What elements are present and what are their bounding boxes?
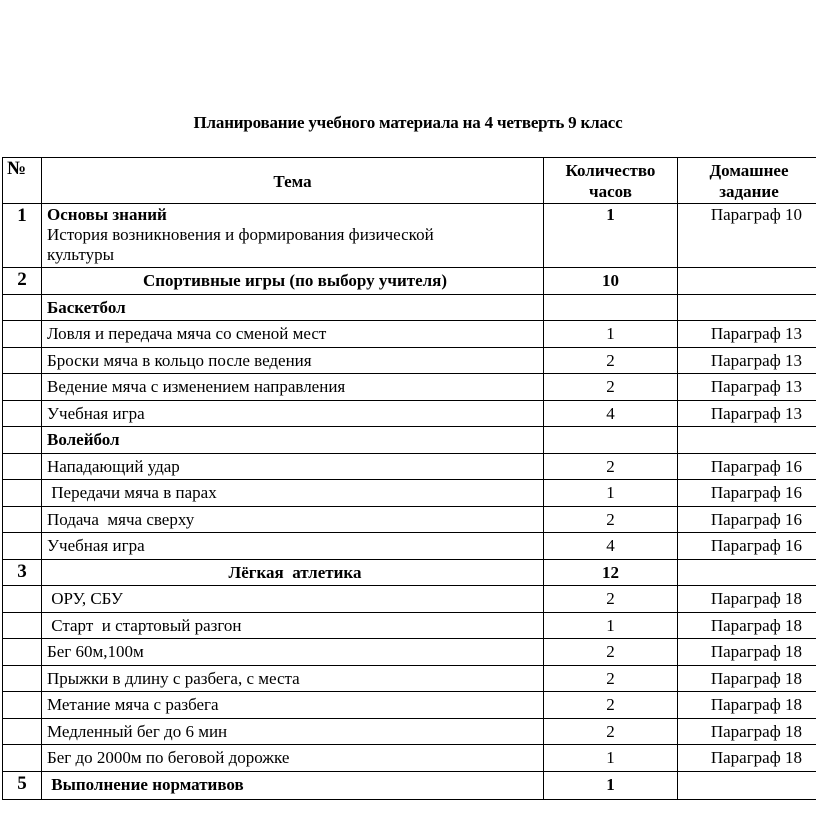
row-num — [3, 719, 42, 745]
row-qty: 2 — [544, 507, 678, 533]
row-num — [3, 374, 42, 401]
row-topic: Метание мяча с разбега — [42, 692, 544, 719]
row-num: 2 — [3, 268, 42, 295]
row-topic: Передачи мяча в парах — [42, 480, 544, 507]
row-num — [3, 295, 42, 321]
row-hw: Параграф 18 — [678, 586, 816, 613]
row-hw: Параграф 10 — [678, 204, 816, 268]
header-hw — [678, 158, 816, 204]
row-qty: 4 — [544, 533, 678, 560]
topic-line: культуры — [47, 245, 114, 264]
row-hw: Параграф 18 — [678, 745, 816, 772]
table-row — [3, 507, 816, 533]
row-hw: Параграф 16 — [678, 507, 816, 533]
table-row — [3, 719, 816, 745]
row-num — [3, 454, 42, 480]
table-row — [3, 586, 816, 613]
row-hw: Параграф 18 — [678, 639, 816, 666]
topic-bold: Основы знаний — [47, 205, 167, 224]
row-hw: Параграф 18 — [678, 692, 816, 719]
row-qty: 2 — [544, 348, 678, 374]
row-hw: Параграф 16 — [678, 454, 816, 480]
row-topic: ОРУ, СБУ — [42, 586, 544, 613]
row-num: 5 — [3, 772, 42, 800]
row-topic: Броски мяча в кольцо после ведения — [42, 348, 544, 374]
table-row — [3, 560, 816, 586]
row-qty: 2 — [544, 692, 678, 719]
row-hw: Параграф 13 — [678, 401, 816, 427]
header-hw-line2: задание — [719, 182, 779, 201]
row-topic: Волейбол — [42, 427, 544, 454]
row-qty: 2 — [544, 586, 678, 613]
table-row — [3, 295, 816, 321]
row-qty: 4 — [544, 401, 678, 427]
row-hw: Параграф 16 — [678, 480, 816, 507]
row-hw — [678, 560, 816, 586]
row-hw — [678, 772, 816, 800]
row-qty: 2 — [544, 639, 678, 666]
row-num: 1 — [3, 204, 42, 268]
row-topic — [42, 204, 544, 268]
row-num — [3, 666, 42, 692]
table-row — [3, 533, 816, 560]
header-qty-line2: часов — [589, 182, 632, 201]
row-hw — [678, 427, 816, 454]
topic-line: История возникновения и формирования физической — [47, 225, 434, 244]
header-qty-line1: Количество — [565, 161, 656, 180]
row-topic: Ловля и передача мяча со сменой мест — [42, 321, 544, 348]
plan-table — [2, 157, 816, 800]
row-qty — [544, 427, 678, 454]
table-row — [3, 348, 816, 374]
row-hw — [678, 268, 816, 295]
row-topic: Старт и стартовый разгон — [42, 613, 544, 639]
row-qty: 1 — [544, 480, 678, 507]
table-row — [3, 268, 816, 295]
row-num — [3, 480, 42, 507]
row-num — [3, 321, 42, 348]
row-qty: 1 — [544, 321, 678, 348]
row-num — [3, 692, 42, 719]
table-row — [3, 427, 816, 454]
row-num — [3, 348, 42, 374]
header-qty — [544, 158, 678, 204]
row-num — [3, 586, 42, 613]
table-row — [3, 666, 816, 692]
row-topic: Учебная игра — [42, 533, 544, 560]
row-qty: 1 — [544, 204, 678, 268]
row-topic: Бег 60м,100м — [42, 639, 544, 666]
row-hw: Параграф 18 — [678, 613, 816, 639]
row-hw — [678, 295, 816, 321]
row-topic: Бег до 2000м по беговой дорожке — [42, 745, 544, 772]
table-header-row — [3, 158, 816, 204]
table-row — [3, 613, 816, 639]
table-row — [3, 454, 816, 480]
header-hw-line1: Домашнее — [709, 161, 789, 180]
row-qty: 12 — [544, 560, 678, 586]
table-row — [3, 321, 816, 348]
row-topic: Ведение мяча с изменением направления — [42, 374, 544, 401]
header-num: № — [3, 158, 42, 204]
row-qty: 2 — [544, 719, 678, 745]
table-row — [3, 639, 816, 666]
header-topic — [42, 158, 544, 204]
row-qty: 1 — [544, 772, 678, 800]
row-hw: Параграф 13 — [678, 374, 816, 401]
row-qty: 2 — [544, 454, 678, 480]
row-num — [3, 427, 42, 454]
row-qty: 1 — [544, 745, 678, 772]
row-topic: Выполнение нормативов — [42, 772, 544, 800]
row-topic: Спортивные игры (по выбору учителя) — [42, 268, 544, 295]
row-topic: Нападающий удар — [42, 454, 544, 480]
row-num — [3, 639, 42, 666]
table-row — [3, 692, 816, 719]
row-topic: Подача мяча сверху — [42, 507, 544, 533]
table-row — [3, 772, 816, 800]
row-num — [3, 613, 42, 639]
table-row — [3, 401, 816, 427]
row-topic: Лёгкая атлетика — [42, 560, 544, 586]
row-num — [3, 507, 42, 533]
table-row — [3, 374, 816, 401]
row-qty: 2 — [544, 374, 678, 401]
row-topic: Учебная игра — [42, 401, 544, 427]
page-title: Планирование учебного материала на 4 четверть 9 класс — [193, 113, 623, 132]
row-num — [3, 401, 42, 427]
row-hw: Параграф 16 — [678, 533, 816, 560]
table-row — [3, 204, 816, 268]
row-qty — [544, 295, 678, 321]
row-num — [3, 745, 42, 772]
row-hw: Параграф 13 — [678, 321, 816, 348]
row-qty: 10 — [544, 268, 678, 295]
row-num — [3, 533, 42, 560]
table-row — [3, 745, 816, 772]
header-topic-label: Тема — [273, 172, 312, 191]
row-hw: Параграф 13 — [678, 348, 816, 374]
row-qty: 1 — [544, 613, 678, 639]
row-hw: Параграф 18 — [678, 666, 816, 692]
row-topic: Медленный бег до 6 мин — [42, 719, 544, 745]
row-topic: Прыжки в длину с разбега, с места — [42, 666, 544, 692]
row-topic: Баскетбол — [42, 295, 544, 321]
row-hw: Параграф 18 — [678, 719, 816, 745]
row-qty: 2 — [544, 666, 678, 692]
row-num: 3 — [3, 560, 42, 586]
table-row — [3, 480, 816, 507]
